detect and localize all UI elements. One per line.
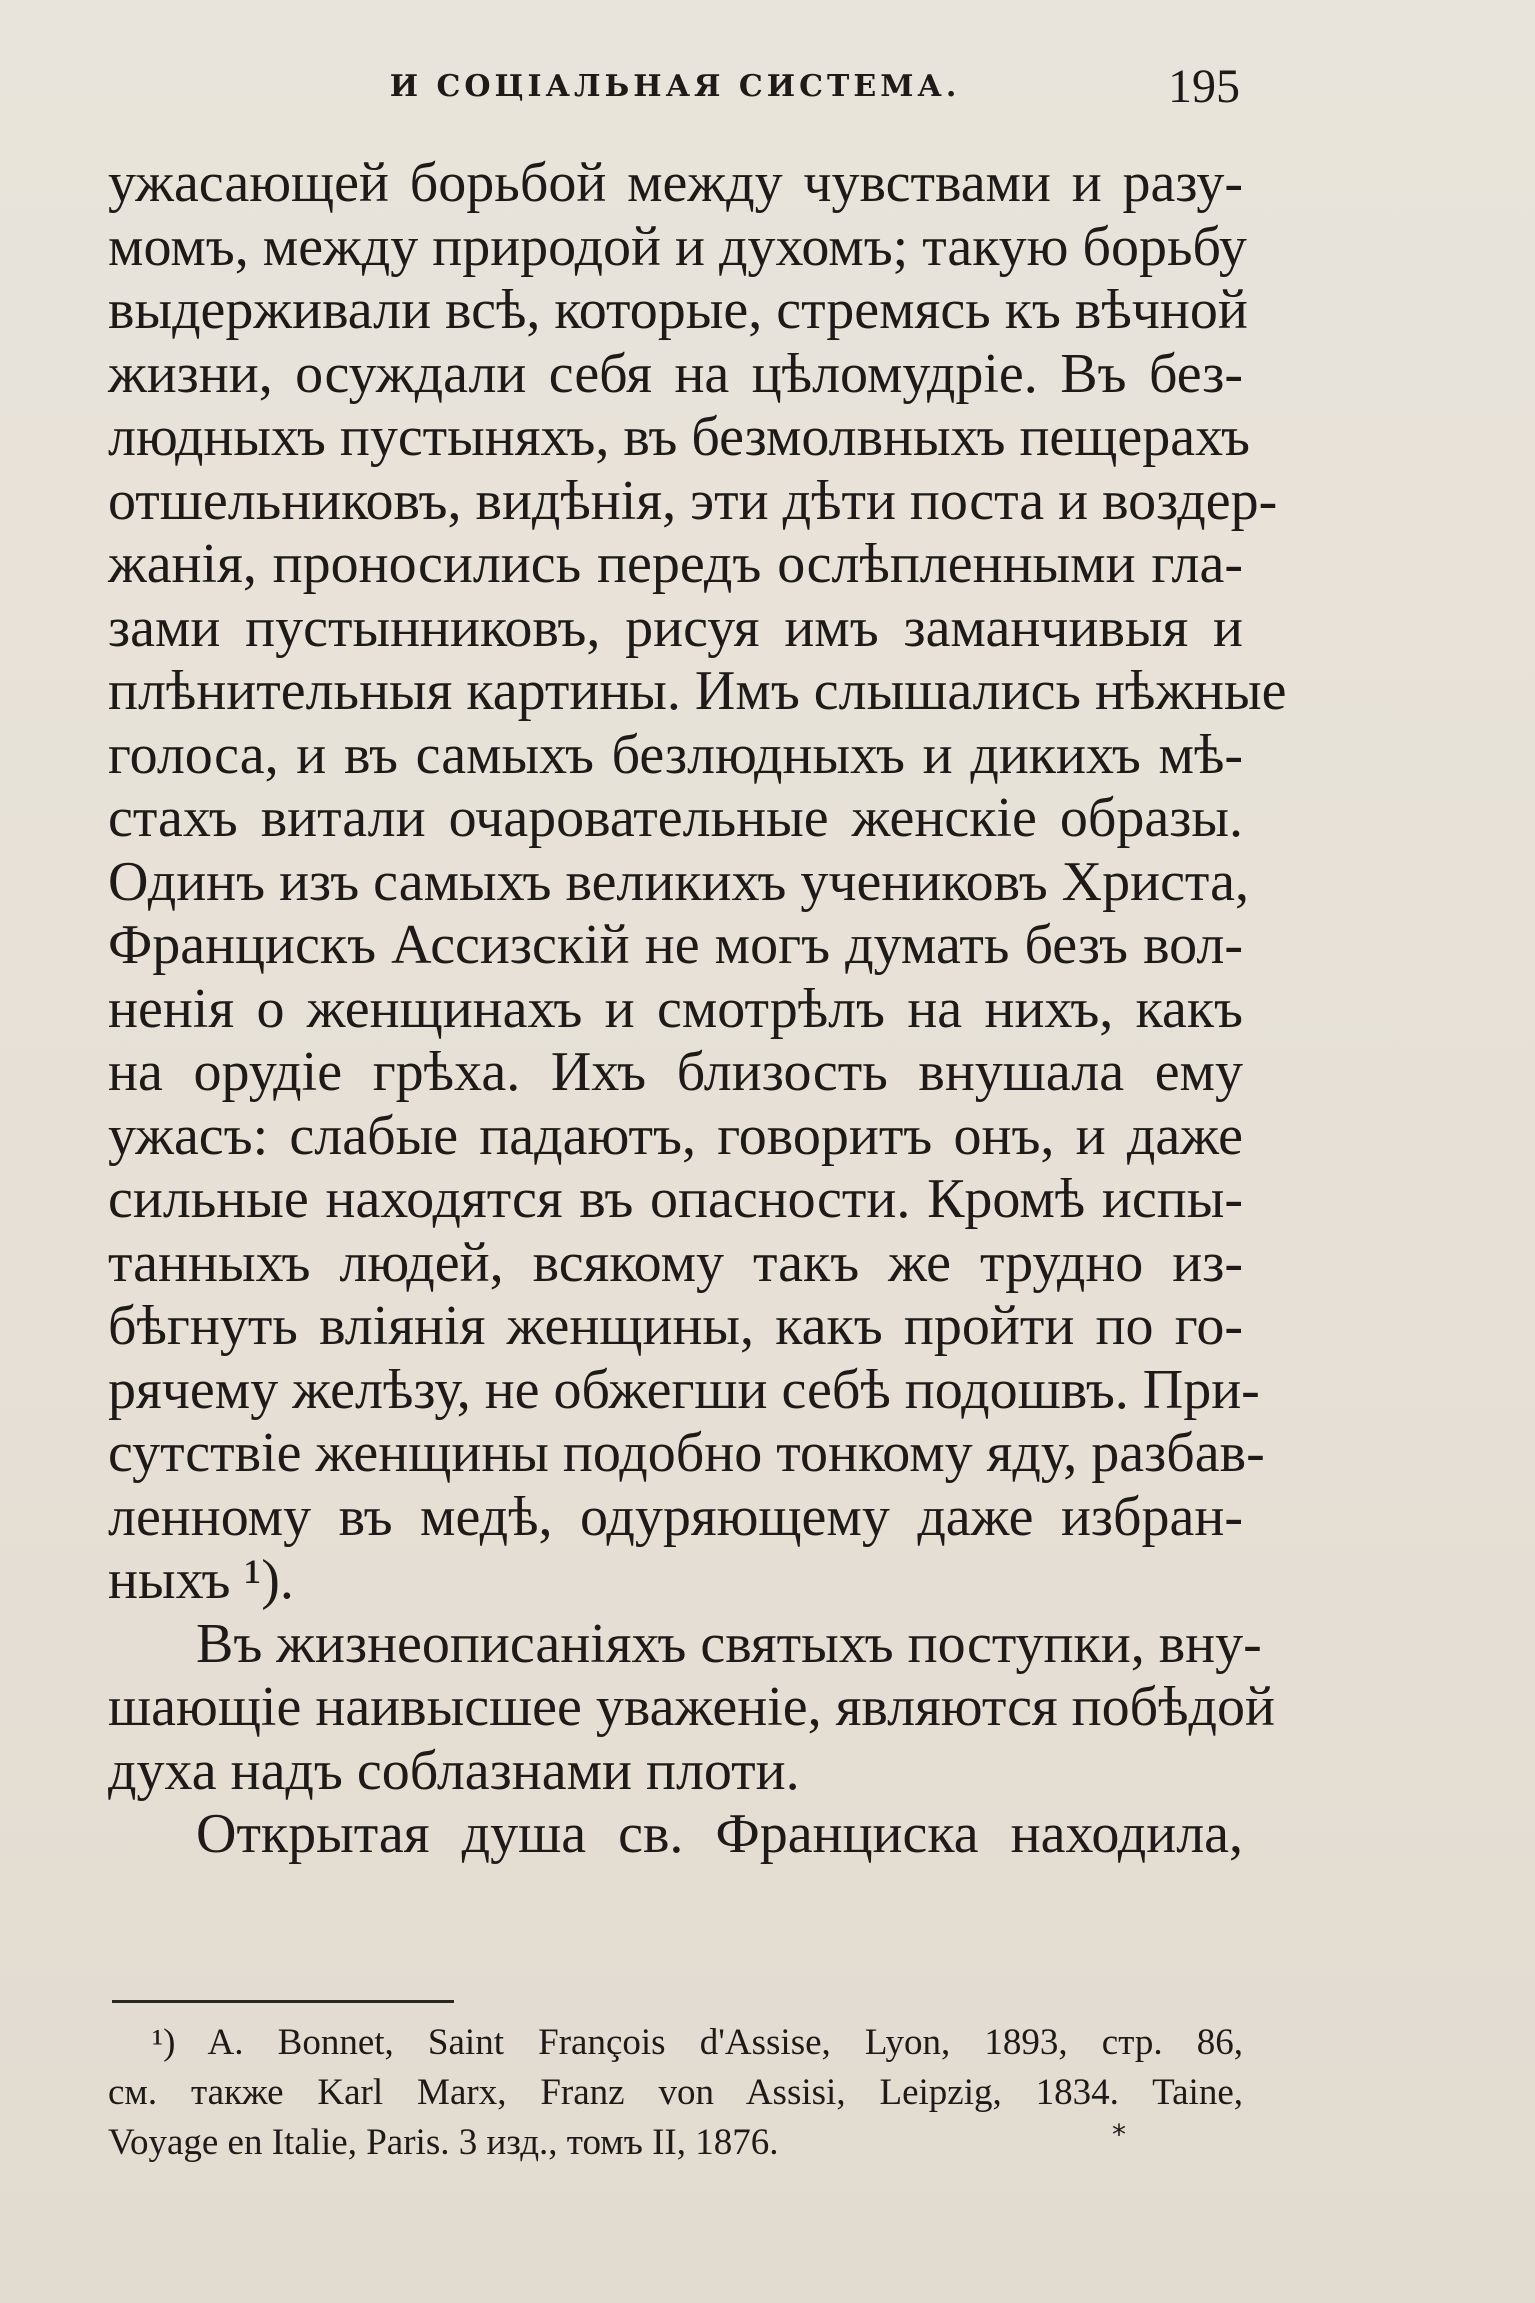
text-line: духа надъ соблазнами плоти. (108, 1739, 800, 1802)
text-line: рячему желѣзу, не обжегши себѣ подошвъ. При- (108, 1358, 1260, 1421)
text-line: зами пустынниковъ, рисуя имъ заманчивыя и (108, 596, 1243, 659)
text-line: бѣгнуть вліянія женщины, какъ пройти по го- (108, 1295, 1243, 1357)
text-line: голоса, и въ самыхъ безлюдныхъ и дикихъ мѣ- (108, 723, 1243, 786)
footnote (108, 2018, 1243, 2168)
text-line: ленному въ медѣ, одуряющему даже избран- (108, 1485, 1243, 1548)
paragraph-start: Открытая душа св. Франциска находила, (196, 1803, 1243, 1865)
footnote-line: ¹) A. Bonnet, Saint François d'Assise, Lyon, 1893, стр. 86, (152, 2022, 1243, 2063)
footnote-divider (112, 2000, 454, 2003)
text-line: людныхъ пустыняхъ, въ безмолвныхъ пещерахъ (108, 406, 1250, 468)
text-line: ужасающей борьбой между чувствами и разу- (108, 152, 1243, 214)
text-line: на орудіе грѣха. Ихъ близость внушала ему (108, 1041, 1243, 1103)
footnote-line: см. также Karl Marx, Franz von Assisi, Leipzig, 1834. Taine, (108, 2072, 1243, 2113)
text-line: стахъ витали очаровательные женскіе образы. (108, 787, 1243, 849)
text-line: шающіе наивысшее уваженіе, являются побѣдой (108, 1676, 1276, 1738)
text-line: отшельниковъ, видѣнія, эти дѣти поста и воздер- (108, 469, 1278, 532)
text-line: плѣнительныя картины. Имъ слышались нѣжные (108, 660, 1287, 722)
text-line: сильные находятся въ опасности. Кромѣ испы- (108, 1168, 1243, 1230)
text-line: сутствіе женщины подобно тонкому яду, разбав- (108, 1422, 1265, 1484)
footnote-line: Voyage en Italie, Paris. 3 изд., томъ II, 1876. (108, 2122, 779, 2163)
main-text (108, 152, 1287, 1867)
text-line: жанія, проносились передъ ослѣпленными гла- (108, 533, 1243, 595)
text-line: Одинъ изъ самыхъ великихъ учениковъ Христа, (108, 850, 1249, 913)
text-line: танныхъ людей, всякому такъ же трудно из- (108, 1231, 1243, 1294)
running-header (110, 55, 1240, 125)
text-line: ужасъ: слабые падаютъ, говоритъ онъ, и даже (108, 1104, 1243, 1167)
signature-mark: * (1112, 2118, 1126, 2151)
text-line-footnote-ref: ныхъ ¹). (108, 1549, 294, 1611)
paragraph-start: Въ жизнеописаніяхъ святыхъ поступки, вну- (196, 1612, 1262, 1675)
text-line: выдерживали всѣ, которые, стремясь къ вѣчной (108, 279, 1248, 341)
text-line: момъ, между природой и духомъ; такую борьбу (108, 215, 1247, 278)
text-line: ненія о женщинахъ и смотрѣлъ на нихъ, какъ (108, 977, 1243, 1040)
page-number: 195 (1168, 60, 1240, 113)
text-line: Францискъ Ассизскій не могъ думать безъ вол- (108, 914, 1243, 976)
running-title: И СОЦІАЛЬНАЯ СИСТЕМА. (389, 69, 961, 104)
text-line: жизни, осуждали себя на цѣломудріе. Въ без- (108, 342, 1243, 405)
